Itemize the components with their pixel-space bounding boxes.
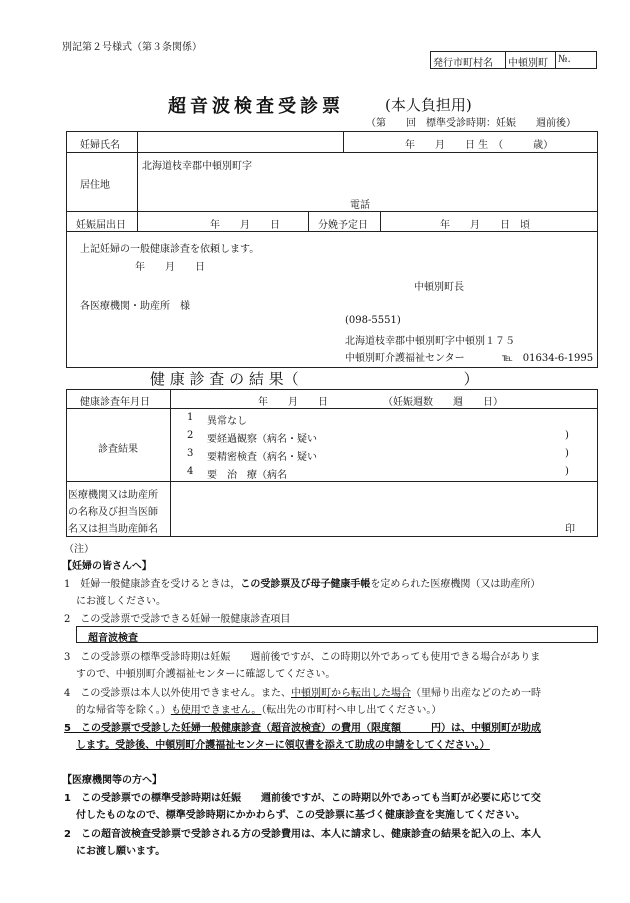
institutions-item-2-line-1: 2 この超音波検査受診票で受診される方の受診費用は、本人に請求し、健康診査の結果を記入の上、本人 bbox=[64, 829, 541, 840]
addressee: 各医療機関・助産所 様 bbox=[80, 301, 190, 312]
mayor-name: 中頓別町長 bbox=[414, 282, 464, 293]
request-text: 上記妊婦の一般健康診査を依頼します。 bbox=[80, 244, 260, 255]
mothers-item-1-pre: 1 妊婦一般健康診査を受けるときは， bbox=[64, 579, 241, 590]
result-option-3-close: ) bbox=[565, 448, 569, 459]
mothers-item-1-bold: この受診票及び母子健康手帳 bbox=[240, 579, 371, 590]
due-date-label: 分娩予定日 bbox=[318, 220, 368, 231]
mothers-item-4-line-2-pre: 的な帰省等を除く。） bbox=[76, 705, 171, 716]
facility-label-line-3: 名又は担当助産師名 bbox=[68, 524, 158, 535]
mothers-item-4-underlined: 中頓別町から転出した場合 bbox=[290, 688, 411, 699]
result-option-4-close: ) bbox=[565, 466, 569, 477]
mothers-item-4-post: （里帰り出産などのため一時 bbox=[410, 688, 541, 699]
institutions-heading: 【医療機関等の方へ】 bbox=[62, 775, 162, 786]
result-option-2-text: 要経過観察（病名・疑い bbox=[207, 434, 317, 445]
result-option-4-text: 要 治 療（病名 bbox=[207, 470, 287, 481]
address-label: 居住地 bbox=[80, 180, 110, 191]
mothers-heading: 【妊婦の皆さんへ】 bbox=[62, 561, 152, 572]
result-option-2-close: ) bbox=[565, 430, 569, 441]
note-label: （注） bbox=[64, 544, 94, 555]
issuer-label: 発行市町村名 bbox=[433, 58, 493, 69]
birth-date-label: 年 月 日 生 （ 歳） bbox=[405, 140, 554, 151]
gestation-weeks: （妊娠週数 週 日） bbox=[383, 397, 503, 408]
page-title-suffix: (本人負担用) bbox=[385, 96, 472, 114]
form-code: 別記第２号様式（第３条関係） bbox=[62, 42, 202, 53]
institutions-item-1-line-2: 付したものなので、標準受診時期にかかわらず、この受診票に基づく健康診査を実施してください。 bbox=[76, 810, 525, 821]
office-address: 北海道枝幸郡中頓別町字中頓別１７５ bbox=[345, 336, 515, 347]
mothers-item-3-line-2: すので、中頓別町介護福祉センターに確認してください。 bbox=[76, 669, 336, 680]
mothers-item-5-line-1: 5 この受診票で受診した妊婦一般健康診査（超音波検査）の費用（限度額 円）は、中頓別町が助成 bbox=[64, 723, 541, 734]
institutions-item-2-line-2: にお渡し願います。 bbox=[76, 846, 166, 857]
mothers-item-3-line-1: 3 この受診票の標準受診時期は妊娠 週前後ですが、この時期以外であっても使用できる場合がありま bbox=[64, 652, 541, 663]
results-heading: 健 康 診 査 の 結 果（ ） bbox=[150, 370, 479, 388]
exam-date-label: 健康診査年月日 bbox=[80, 397, 150, 408]
patient-name-label: 妊婦氏名 bbox=[80, 140, 120, 151]
institutions-item-1-line-1: 1 この受診票での標準受診時期は妊娠 週前後ですが、この時期以外であっても当町が必要に応じて交 bbox=[64, 793, 541, 804]
seal-mark: 印 bbox=[565, 524, 575, 535]
result-option-4-num: 4 bbox=[187, 466, 194, 477]
result-label: 診査結果 bbox=[98, 444, 138, 455]
exam-date: 年 月 日 bbox=[258, 397, 328, 408]
issuer-town: 中頓別町 bbox=[508, 58, 548, 69]
mothers-item-4-pre: 4 この受診票は本人以外使用できません。また、 bbox=[64, 688, 291, 699]
result-option-2-num: 2 bbox=[187, 430, 194, 441]
mothers-item-4-line-2-underlined: も使用できません。 bbox=[170, 705, 262, 716]
exam-items-box bbox=[76, 626, 598, 643]
issuer-no: №. bbox=[558, 54, 571, 65]
mothers-item-1-line-2: にお渡しください。 bbox=[76, 596, 166, 607]
due-date: 年 月 日 頃 bbox=[440, 220, 530, 231]
mothers-item-4-line-1 bbox=[64, 684, 541, 699]
result-option-3-text: 要精密検査（病名・疑い bbox=[207, 452, 317, 463]
result-option-1-text: 異常なし bbox=[207, 416, 247, 427]
mothers-item-4-line-2-post: （転出先の市町村へ申し出てください。） bbox=[261, 705, 442, 716]
mothers-item-4-line-2 bbox=[76, 701, 441, 716]
notify-date: 年 月 日 bbox=[210, 220, 280, 231]
address-value: 北海道枝幸郡中頓別町字 bbox=[142, 161, 252, 172]
timing-note: （第 回 標準受診時期：妊娠 週前後） bbox=[366, 118, 576, 129]
mothers-item-5-line-2: します。受診後、中頓別町介護福祉センターに領収書を添えて助成の申請をしてください。） bbox=[76, 740, 490, 751]
mothers-item-1 bbox=[64, 575, 540, 590]
notify-date-label: 妊娠届出日 bbox=[76, 220, 126, 231]
mothers-item-2: 2 この受診票で受診できる妊婦一般健康診査項目 bbox=[64, 614, 291, 625]
postal-code: (098-5551) bbox=[345, 315, 401, 326]
result-option-1-num: 1 bbox=[187, 412, 194, 423]
office-name: 中頓別町介護福祉センター bbox=[345, 353, 465, 364]
request-date: 年 月 日 bbox=[135, 262, 205, 273]
office-tel: ℡ 01634-6-1995 bbox=[502, 353, 594, 364]
phone-label: 電話 bbox=[350, 200, 370, 211]
facility-label-line-1: 医療機関又は助産所 bbox=[68, 490, 158, 501]
result-option-3-num: 3 bbox=[187, 448, 194, 459]
page-title: 超音波検査受診票 bbox=[168, 96, 344, 117]
mothers-item-1-post: を定められた医療機関（又は助産所） bbox=[370, 579, 541, 590]
facility-label-line-2: の名称及び担当医師 bbox=[68, 507, 158, 518]
exam-items-value: 超音波検査 bbox=[88, 633, 138, 644]
